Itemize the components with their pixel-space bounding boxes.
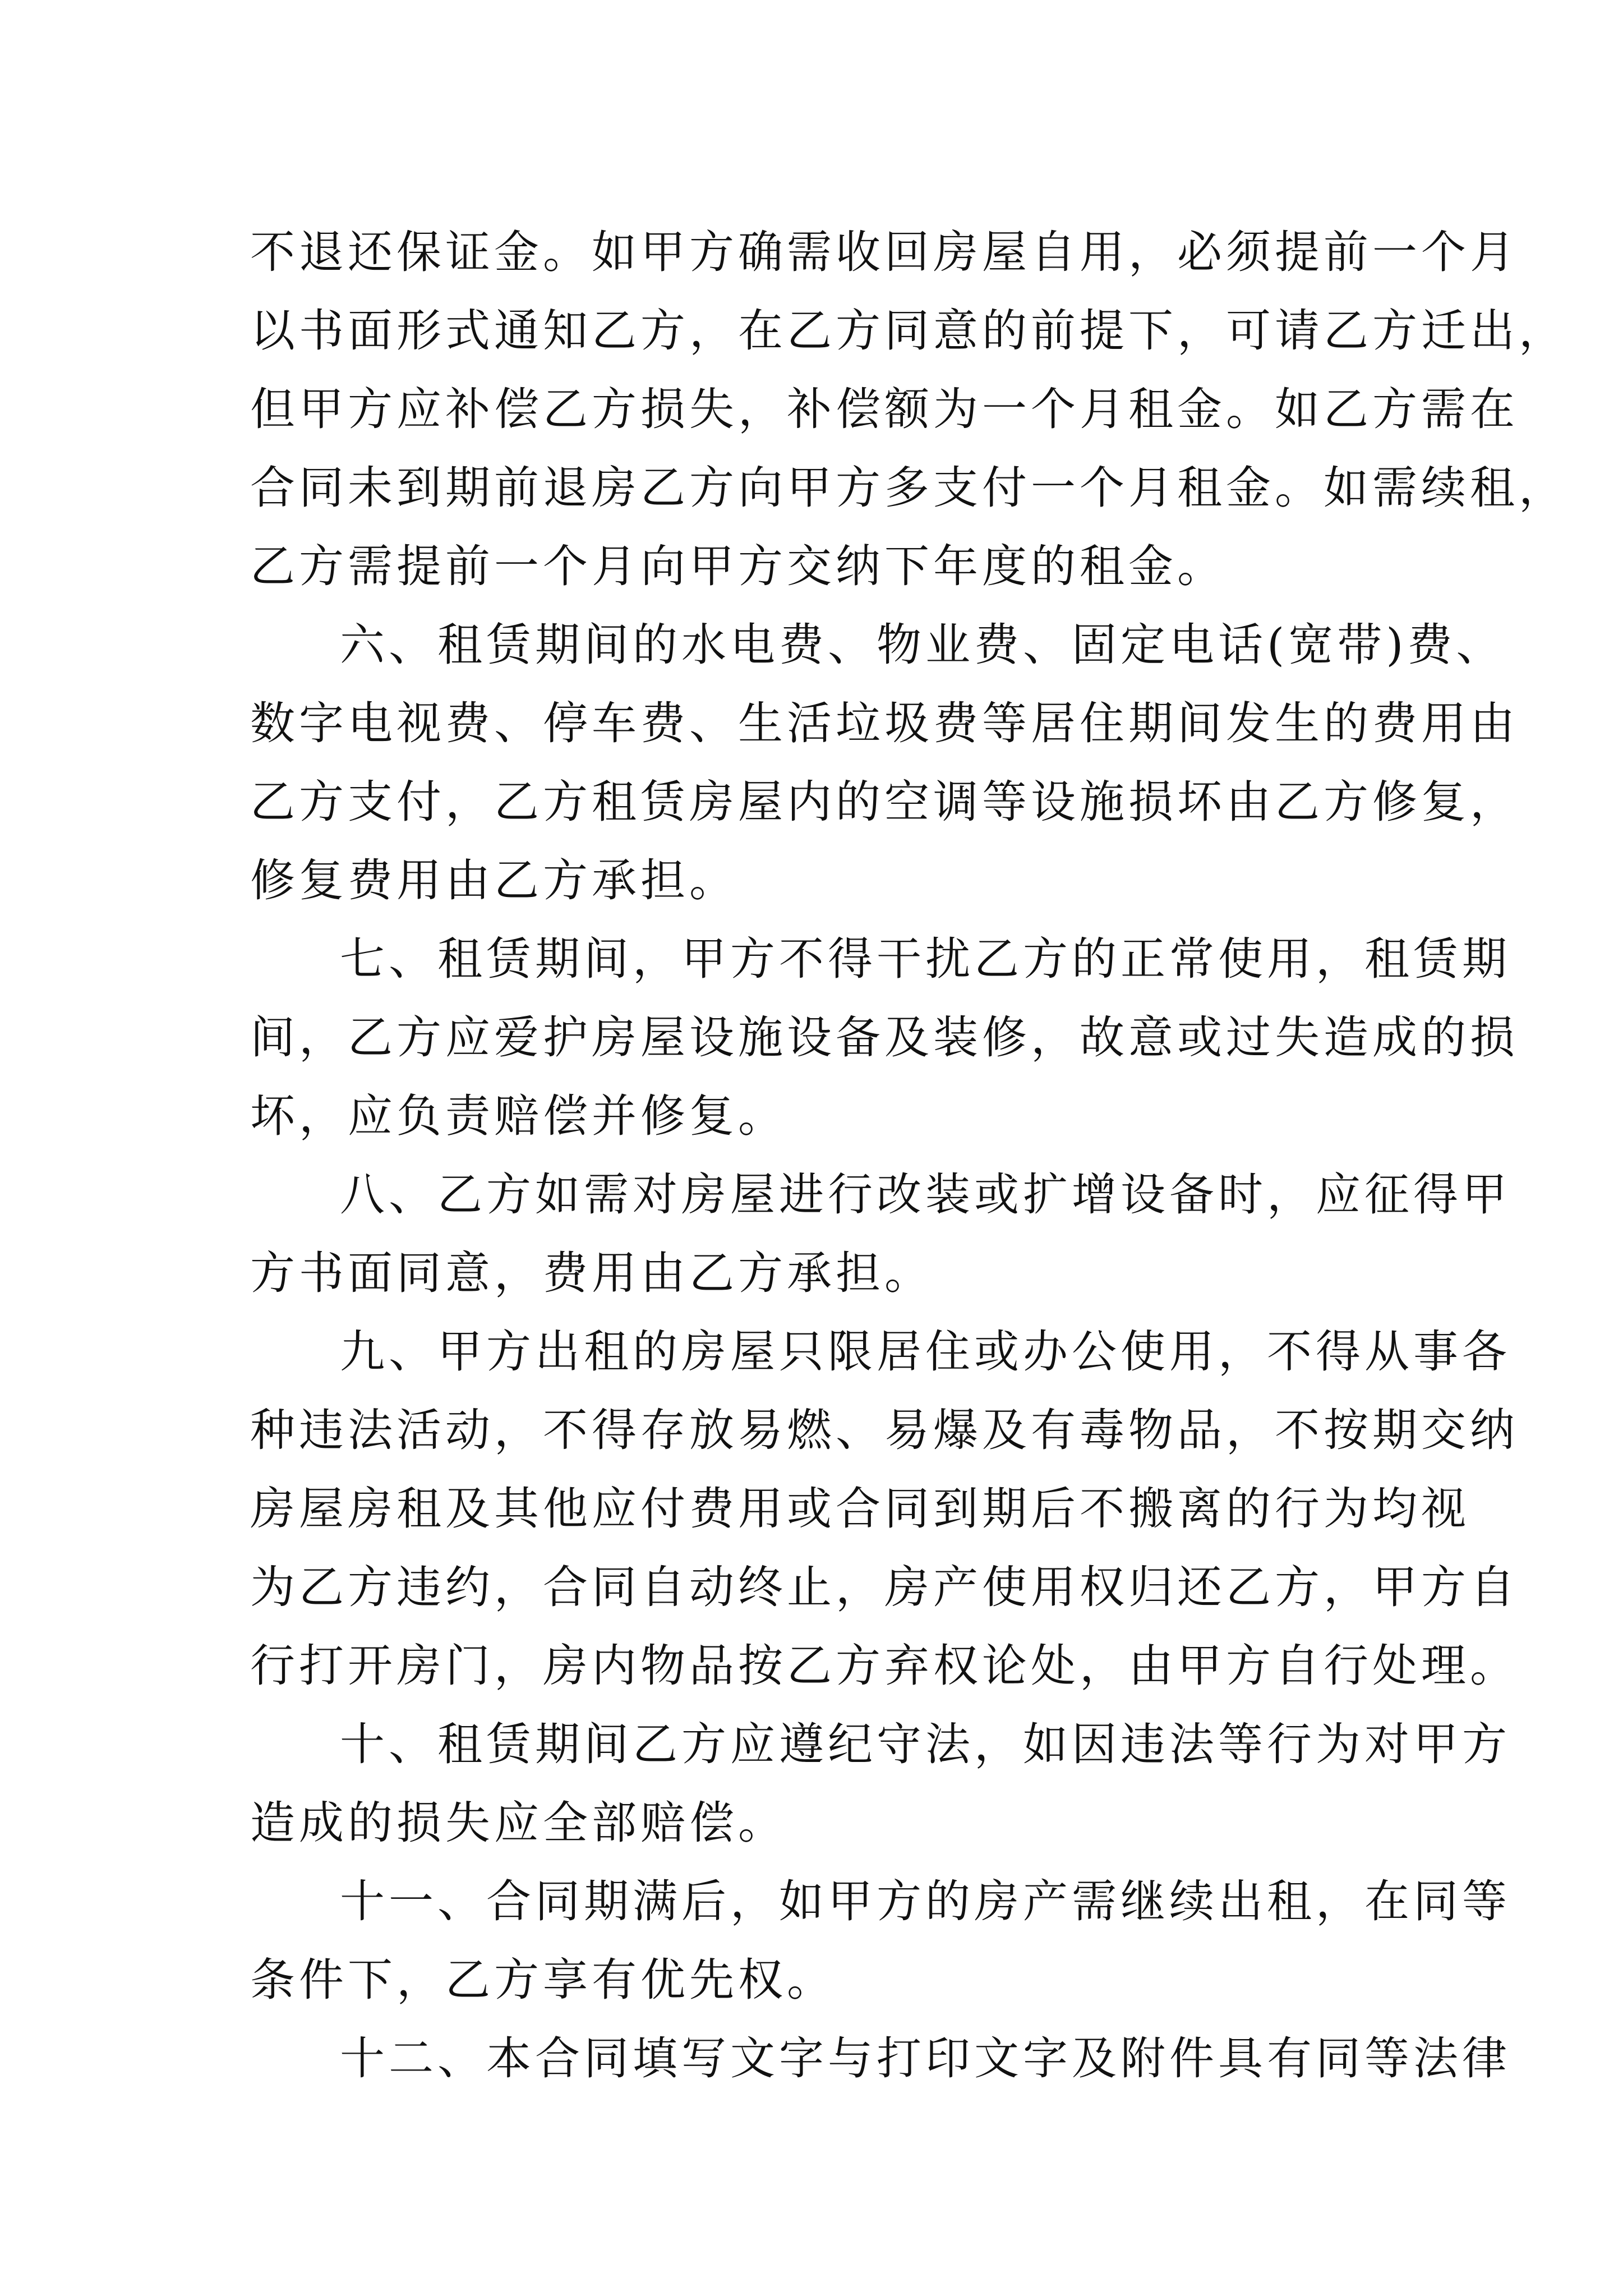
document-text-line: 行打开房门，房内物品按乙方弃权论处，由甲方自行处理。 [250,1640,1519,1692]
document-text-line: 种违法活动，不得存放易燃、易爆及有毒物品，不按期交纳 [250,1404,1519,1456]
document-text-line: 数字电视费、停车费、生活垃圾费等居住期间发生的费用由 [250,697,1519,749]
document-text-line: 为乙方违约，合同自动终止，房产使用权归还乙方，甲方自 [250,1561,1519,1613]
document-text-line: 造成的损失应全部赔偿。 [250,1797,787,1849]
document-text-line: 条件下，乙方享有优先权。 [250,1954,836,2006]
document-text-line: 九、甲方出租的房屋只限居住或办公使用，不得从事各 [340,1326,1511,1378]
document-text-line: 八、乙方如需对房屋进行改装或扩增设备时，应征得甲 [340,1168,1511,1221]
document-text-line: 乙方支付，乙方租赁房屋内的空调等设施损坏由乙方修复， [250,776,1519,828]
document-text-line: 乙方需提前一个月向甲方交纳下年度的租金。 [250,540,1226,592]
document-text-line: 修复费用由乙方承担。 [250,854,738,907]
document-text-line: 不退还保证金。如甲方确需收回房屋自用，必须提前一个月 [250,226,1519,278]
document-text-line: 但甲方应补偿乙方损失，补偿额为一个月租金。如乙方需在 [250,383,1519,435]
document-text-line: 十、租赁期间乙方应遵纪守法，如因违法等行为对甲方 [340,1718,1511,1770]
document-text-line: 间，乙方应爱护房屋设施设备及装修，故意或过失造成的损 [250,1011,1519,1064]
document-text-line: 坏，应负责赔偿并修复。 [250,1090,787,1142]
document-text-line: 以书面形式通知乙方，在乙方同意的前提下，可请乙方迁出， [250,305,1567,357]
document-text-line: 六、租赁期间的水电费、物业费、固定电话(宽带)费、 [340,619,1505,671]
document-text-line: 房屋房租及其他应付费用或合同到期后不搬离的行为均视 [250,1483,1470,1535]
document-text-line: 十一、合同期满后，如甲方的房产需继续出租，在同等 [340,1875,1511,1927]
document-text-line: 方书面同意，费用由乙方承担。 [250,1247,933,1299]
document-body [250,213,1567,2098]
document-text-line: 合同未到期前退房乙方向甲方多支付一个月租金。如需续租， [250,462,1567,514]
document-text-line: 十二、本合同填写文字与打印文字及附件具有同等法律 [340,2032,1511,2085]
document-text-line: 七、租赁期间，甲方不得干扰乙方的正常使用，租赁期 [340,933,1511,985]
